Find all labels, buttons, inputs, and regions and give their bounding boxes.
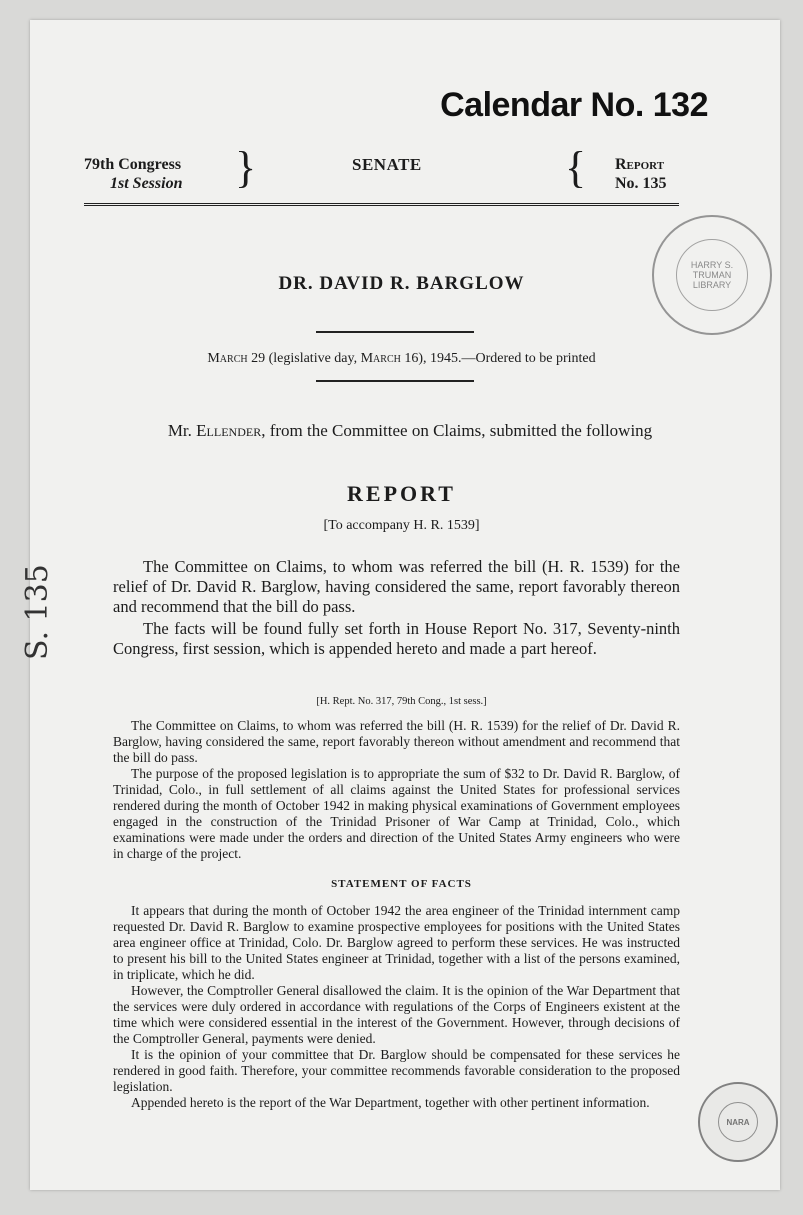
- report-number: No. 135: [615, 175, 667, 192]
- congress-session: [84, 155, 182, 193]
- left-brace: }: [235, 143, 257, 192]
- submitter-name: Ellender: [196, 421, 262, 440]
- house-paragraph: The purpose of the proposed legislation is to appropriate the sum of $32 to Dr. David R. Barglow, of Trinidad, Colo., in full settlement of all claims against the United States for professional services rendered during the month of October 1942 in making physical examinations of Government employees engaged in the construction of the Trinidad Prisoner of War Camp at Trinidad, Colo., which examinations were made under the orders and direction of the United States Army engineers who were in charge of the project.: [113, 766, 680, 861]
- calendar-number: Calendar No. 132: [440, 86, 708, 124]
- facts-paragraph: It appears that during the month of October 1942 the area engineer of the Trinidad internment camp requested Dr. David R. Barglow to examine prospective employees for positions with the United States area engineer office at Trinidad, Colo. Dr. Barglow agreed to perform these services. He was instructed to present his bill to the United States engineer at Trinidad, together with a list of the persons examined, in triplicate, which he did.: [113, 903, 680, 982]
- ordered-legislative: (legislative day,: [268, 351, 361, 366]
- nara-stamp-inner: [718, 1102, 758, 1142]
- main-paragraph: The Committee on Claims, to whom was referred the bill (H. R. 1539) for the relief of Dr. David R. Barglow, having considered the same, report favorably thereon and recommend that the bill do pass.: [113, 557, 680, 616]
- handwritten-margin-note: S. 135: [20, 564, 55, 660]
- facts-paragraph: However, the Comptroller General disallowed the claim. It is the opinion of the War Department that the services were duly ordered in accordance with regulations of the Corps of Engineers existent at the time which were considered essential in the interest of the Government. However, through decisions of the Comptroller General, payments were denied.: [113, 983, 680, 1046]
- nara-text: NARA: [726, 1117, 750, 1127]
- ordered-line: [0, 351, 803, 367]
- submitter-line: [150, 420, 670, 442]
- submitter-text: , from the Committee on Claims, submitted the following: [261, 421, 653, 440]
- facts-paragraph: Appended hereto is the report of the War Department, together with other pertinent information.: [131, 1095, 650, 1110]
- congress: 79th Congress: [84, 156, 182, 173]
- nara-stamp: [698, 1082, 778, 1162]
- header-rule: [84, 203, 679, 206]
- submitter-prefix: Mr.: [167, 421, 197, 440]
- house-paragraph: The Committee on Claims, to whom was referred the bill (H. R. 1539) for the relief of Dr. David R. Barglow, having considered the same, report favorably thereon without amendment and recommend that the bill do pass.: [113, 718, 680, 765]
- title-rule: [316, 331, 474, 333]
- facts-paragraph: It is the opinion of your committee that Dr. Barglow should be compensated for these services he rendered in good faith. Therefore, your committee recommends favorable consideration to the proposed legislation.: [113, 1047, 680, 1094]
- accompany-line: [To accompany H. R. 1539]: [323, 518, 480, 533]
- library-stamp: [652, 215, 772, 335]
- ordered-rule: [316, 380, 474, 382]
- report-number-block: [615, 155, 667, 193]
- main-paragraph: The facts will be found fully set forth in House Report No. 317, Seventy-ninth Congress, first session, which is appended hereto and made a part hereof.: [113, 619, 680, 658]
- session: 1st Session: [110, 175, 183, 192]
- ordered-rest: ), 1945.—Ordered to be printed: [418, 351, 596, 366]
- page-title: DR. DAVID R. BARGLOW: [278, 273, 525, 294]
- house-report-reference: [H. Rept. No. 317, 79th Cong., 1st sess.]: [316, 696, 487, 707]
- chamber: SENATE: [352, 155, 422, 174]
- statement-heading: STATEMENT OF FACTS: [331, 878, 472, 890]
- ordered-date: March 29: [207, 351, 266, 366]
- report-label: Report: [615, 156, 665, 173]
- ordered-legislative-date: March 16: [360, 351, 419, 366]
- stamp-text: HARRY S. TRUMAN LIBRARY: [690, 260, 734, 290]
- stamp-inner-ring: [676, 239, 748, 311]
- right-brace: {: [565, 143, 587, 192]
- report-heading: REPORT: [347, 481, 456, 506]
